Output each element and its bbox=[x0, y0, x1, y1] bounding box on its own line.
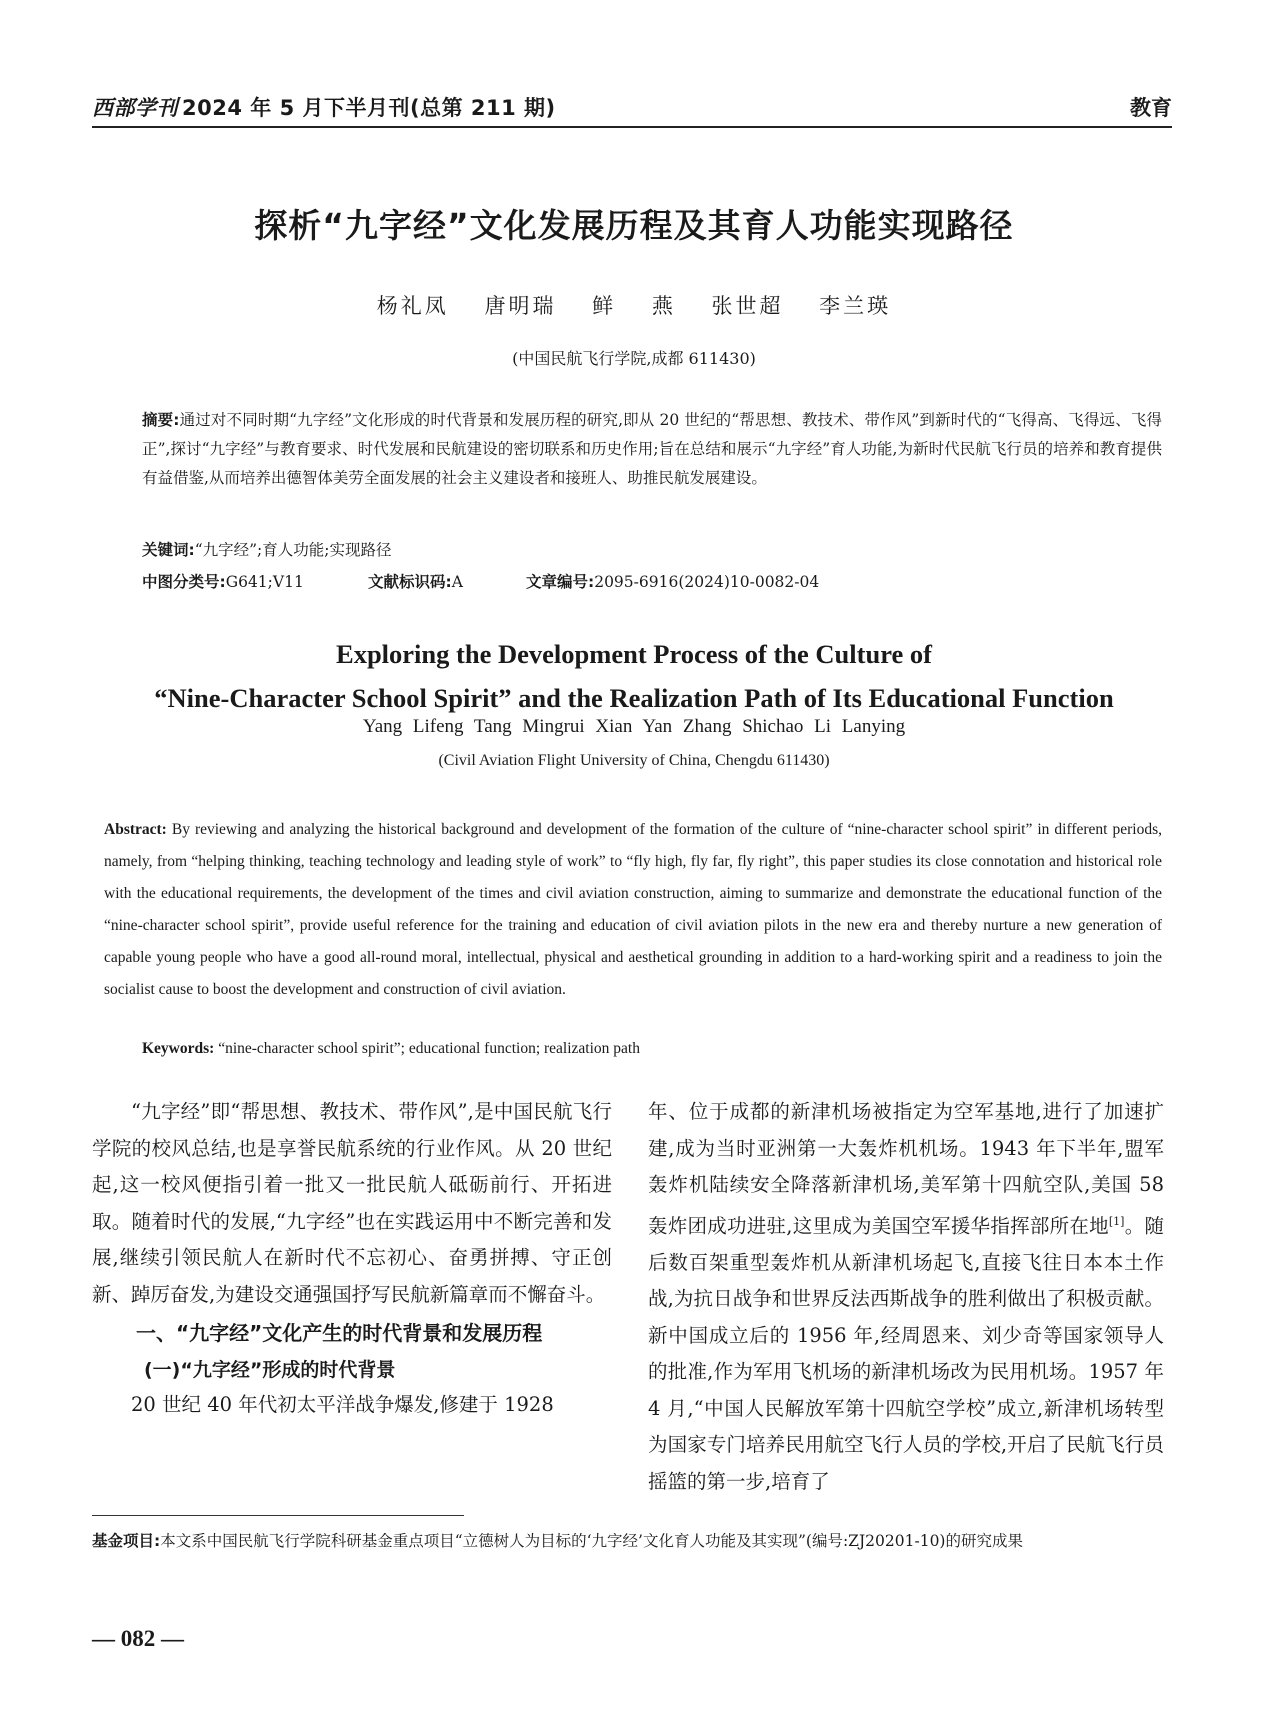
funding-footnote bbox=[92, 1526, 1164, 1556]
journal-issue bbox=[92, 92, 556, 122]
abstract-cn-text: 通过对不同时期“九字经”文化形成的时代背景和发展历程的研究,即从 20 世纪的“帮思想、教技术、带作风”到新时代的“飞得高、飞得远、飞得正”,探讨“九字经”与教育要求、时代发展和民航建设的密切联系和历史作用;旨在总结和展示“九字经”育人功能,为新时代民航飞行员的培养和教育提供有益借鉴,从而培养出德智体美劳全面发展的社会主义建设者和接班人、助推民航发展建设。 bbox=[142, 411, 1162, 487]
affiliation-chinese: (中国民航飞行学院,成都 611430) bbox=[512, 349, 756, 368]
title-chinese: 探析“九字经”文化发展历程及其育人功能实现路径 bbox=[254, 206, 1014, 245]
authors-chinese: 杨礼凤 唐明瑞 鲜 燕 张世超 李兰瑛 bbox=[376, 294, 892, 318]
body-paragraph-intro: “九字经”即“帮思想、教技术、带作风”,是中国民航飞行学院的校风总结,也是享誉民航系统的行业作风。从 20 世纪起,这一校风便指引着一批又一批民航人砥砺前行、开拓进取。随着时代的发展,“九字经”也在实践运用中不断完善和发展,继续引领民航人在新时代不忘初心、奋勇拼搏、守正创新、踔厉奋发,为建设交通强国抒写民航新篇章而不懈奋斗。 bbox=[92, 1100, 612, 1306]
authors-english: Yang Lifeng Tang Mingrui Xian Yan Zhang Shichao Li Lanying bbox=[362, 716, 906, 737]
document-code bbox=[368, 570, 526, 592]
body-column-left bbox=[92, 1094, 612, 1424]
article-number-value: 2095-6916(2024)10-0082-04 bbox=[594, 573, 820, 591]
abstract-english bbox=[104, 814, 1162, 1006]
footnote-divider bbox=[92, 1515, 464, 1516]
section-heading-1: 一、“九字经”文化产生的时代背景和发展历程 bbox=[136, 1321, 543, 1345]
abstract-en-text: By reviewing and analyzing the historical background and development of the formation of the culture of “nine-character school spirit” in different periods, namely, from “helping thinking, teaching technology and leading style of work” to “fly high, fly far, fly right”, this paper studies its close connotation and historical role with the educational requirements, the development of the times and civil aviation construction, aiming to summarize and demonstrate the educational function of the “nine-character school spirit”, provide useful reference for the training and education of civil aviation pilots in the new era and thereby nurture a new generation of capable young people who have a good all-round moral, intellectual, physical and aesthetical grounding in addition to a hard-working spirit and a readiness to join the socialist cause to boost the development and construction of civil aviation. bbox=[104, 821, 1163, 998]
abstract-en-label: Abstract: bbox=[104, 821, 167, 838]
article-number-label: 文章编号: bbox=[526, 573, 595, 591]
footnote-label: 基金项目: bbox=[92, 1532, 161, 1550]
keywords-en-text: “nine-character school spirit”; educational function; realization path bbox=[218, 1040, 640, 1057]
doc-code-label: 文献标识码: bbox=[368, 573, 452, 591]
keywords-en-label: Keywords: bbox=[142, 1040, 215, 1057]
keywords-english bbox=[142, 1040, 1162, 1058]
abstract-chinese bbox=[142, 406, 1162, 493]
keywords-cn-text: “九字经”;育人功能;实现路径 bbox=[194, 541, 392, 559]
running-header bbox=[92, 84, 1172, 128]
title-en-line2: “Nine-Character School Spirit” and the Realization Path of Its Educational Function bbox=[154, 683, 1114, 713]
page-number: — 082 — bbox=[92, 1626, 184, 1651]
keywords-chinese bbox=[142, 538, 1162, 560]
clc-number bbox=[142, 570, 368, 592]
subsection-heading-1: (一)“九字经”形成的时代背景 bbox=[144, 1359, 396, 1381]
doc-code-value: A bbox=[451, 573, 463, 591]
affiliation-english: (Civil Aviation Flight University of China, Chengdu 611430) bbox=[438, 752, 830, 769]
body-column-right bbox=[648, 1094, 1164, 1500]
abstract-cn-label: 摘要: bbox=[142, 411, 180, 429]
body-paragraph-continued bbox=[648, 1094, 1164, 1500]
footnote-text: 本文系中国民航飞行学院科研基金重点项目“立德树人为目标的‘九字经’文化育人功能及其实现”(编号:ZJ20201-10)的研究成果 bbox=[160, 1532, 1023, 1550]
citation-ref: [1] bbox=[1108, 1214, 1125, 1228]
journal-logo: 西部学刊 bbox=[92, 95, 178, 120]
clc-value: G641;V11 bbox=[225, 573, 304, 591]
keywords-cn-label: 关键词: bbox=[142, 541, 195, 559]
issue-label: 2024 年 5 月下半月刊(总第 211 期) bbox=[182, 96, 556, 120]
section-label: 教育 bbox=[1130, 96, 1172, 120]
article-number bbox=[526, 570, 819, 592]
title-en-line1: Exploring the Development Process of the Culture of bbox=[336, 639, 932, 669]
body-paragraph-background: 20 世纪 40 年代初太平洋战争爆发,修建于 1928 bbox=[131, 1393, 554, 1416]
title-english bbox=[0, 632, 1268, 720]
right-text-b: 。随后数百架重型轰炸机从新津机场起飞,直接飞往日本本土作战,为抗日战争和世界反法西斯战争的胜利做出了积极贡献。新中国成立后的 1956 年,经周恩来、刘少奇等国家领导人的批准,作为军用飞机场的新津机场改为民用机场。1957 年 4 月,“中国人民解放军第十四航空学校”成立,新津机场转型为国家专门培养民用航空飞行人员的学校,开启了民航飞行员摇篮的第一步,培育了 bbox=[648, 1214, 1164, 1493]
right-text-a: 年、位于成都的新津机场被指定为空军基地,进行了加速扩建,成为当时亚洲第一大轰炸机机场。1943 年下半年,盟军轰炸机陆续安全降落新津机场,美军第十四航空队,美国 58 轰炸团成功进驻,这里成为美国空军援华指挥部所在地 bbox=[648, 1100, 1164, 1237]
classification-line bbox=[142, 570, 1162, 592]
clc-label: 中图分类号: bbox=[142, 573, 226, 591]
